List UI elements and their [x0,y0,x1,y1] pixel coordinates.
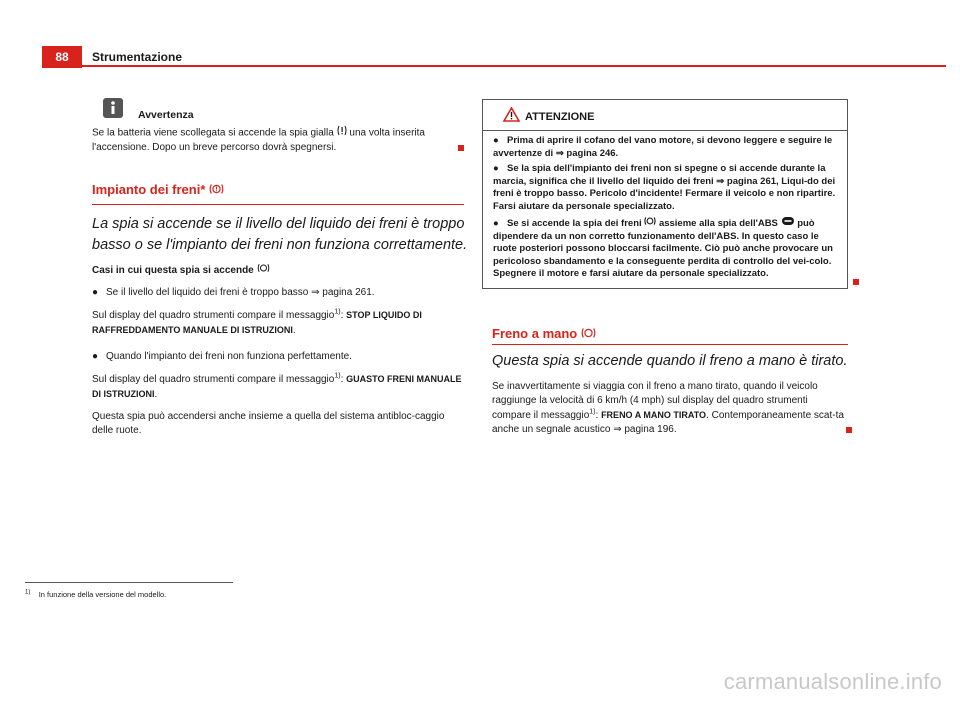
abs-warning-icon [781,216,795,231]
handbrake-lead: Questa spia si accende quando il freno a mano è tirato. [492,353,848,369]
handbrake-heading-rule [492,344,848,345]
cases-label: Casi in cui questa spia si accende [92,263,464,278]
warning-body [483,131,847,281]
handbrake-text: Se inavvertitamente si viaggia con il freno a mano tirato, quando il veicolo raggiunge la velocità di 6 km/h (4 mph) sul display del quadro strumenti compare il messaggio$^{1)}$: FRENO A MANO TIRATO. Contemporaneamente scat-ta anche un segnale acustico ⇒ pagina 196. [492,381,844,435]
warning-triangle-icon [503,107,520,127]
handbrake-body [492,380,848,437]
header-title: Strumentazione [92,50,183,64]
end-marker [458,145,464,151]
note-text: Se la batteria viene scollegata si accende la spia gialla una volta inserita l'accensione. Dopo un breve percorso dovrà spegnersi. [92,125,464,155]
handbrake-icon [581,327,596,342]
warning-item: ● Se la spia dell'impianto dei freni non si spegne o si accende durante la marcia, significa che il livello del liquido dei freni ⇒ pagina 261, Liqui-do dei freni è troppo basso. Pericolo d'incidente! Fermare il veicolo e non ripartire. Farsi aiutare da personale specializzato. [493,163,836,212]
warning-box [482,99,848,289]
handbrake-heading: Freno a mano [492,326,596,342]
message-line: Sul display del quadro strumenti compare il messaggio$^{1)}$: STOP LIQUIDO DI RAFFREDDAMENTO MANUALE DI ISTRUZIONI. [92,308,422,337]
message-line: Sul display del quadro strumenti compare il messaggio$^{1)}$: GUASTO FRENI MANUALE DI ISTRUZIONI. [92,372,462,401]
page-number: 88 [42,46,82,68]
warning-title: ATTENZIONE [525,111,595,123]
brakes-lead: La spia si accende se il livello del liquido dei freni è troppo basso o se l'impianto dei freni non funziona correttamente. [92,216,468,253]
warning-header [483,100,847,131]
note-title: Avvertenza [138,109,194,121]
brakes-body [92,263,464,438]
footnote-rule [25,582,233,583]
list-item: ● Quando l'impianto dei freni non funziona perfettamente. [92,351,352,363]
info-note-icon [103,98,123,118]
watermark: carmanualsonline.info [723,669,942,694]
brakes-heading-rule [92,204,464,205]
end-marker [853,279,859,285]
battery-warning-icon [337,125,347,141]
footnote: $^{1)}$ In funzione della versione del modello. [25,589,167,599]
brakes-extra-text: Questa spia può accendersi anche insieme a quella del sistema antibloc-caggio delle ruote. [92,411,445,437]
end-marker [846,427,852,433]
brake-warning-icon [257,263,270,278]
brake-warning-icon [209,183,224,198]
header-rule [82,65,946,67]
warning-item: ● Se si accende la spia dei freni assieme alla spia dell'ABS può dipendere da un non corretto funzionamento dell'ABS. In questo caso le ruote posteriori possono bloccarsi facilmente. Ciò può anche provocare un pericoloso sbandamento e la conseguente perdita di controllo del vei-colo. Spegnere il motore e farsi aiutare da personale specializzato. [493,217,833,279]
brake-warning-icon [644,216,656,231]
warning-item: ● Prima di aprire il cofano del vano motore, si devono leggere e seguire le avvertenze di ⇒ pagina 246. [493,135,833,159]
list-item: ● Se il livello del liquido dei freni è troppo basso ⇒ pagina 261. [92,287,375,299]
brakes-heading: Impianto dei freni* [92,182,224,198]
